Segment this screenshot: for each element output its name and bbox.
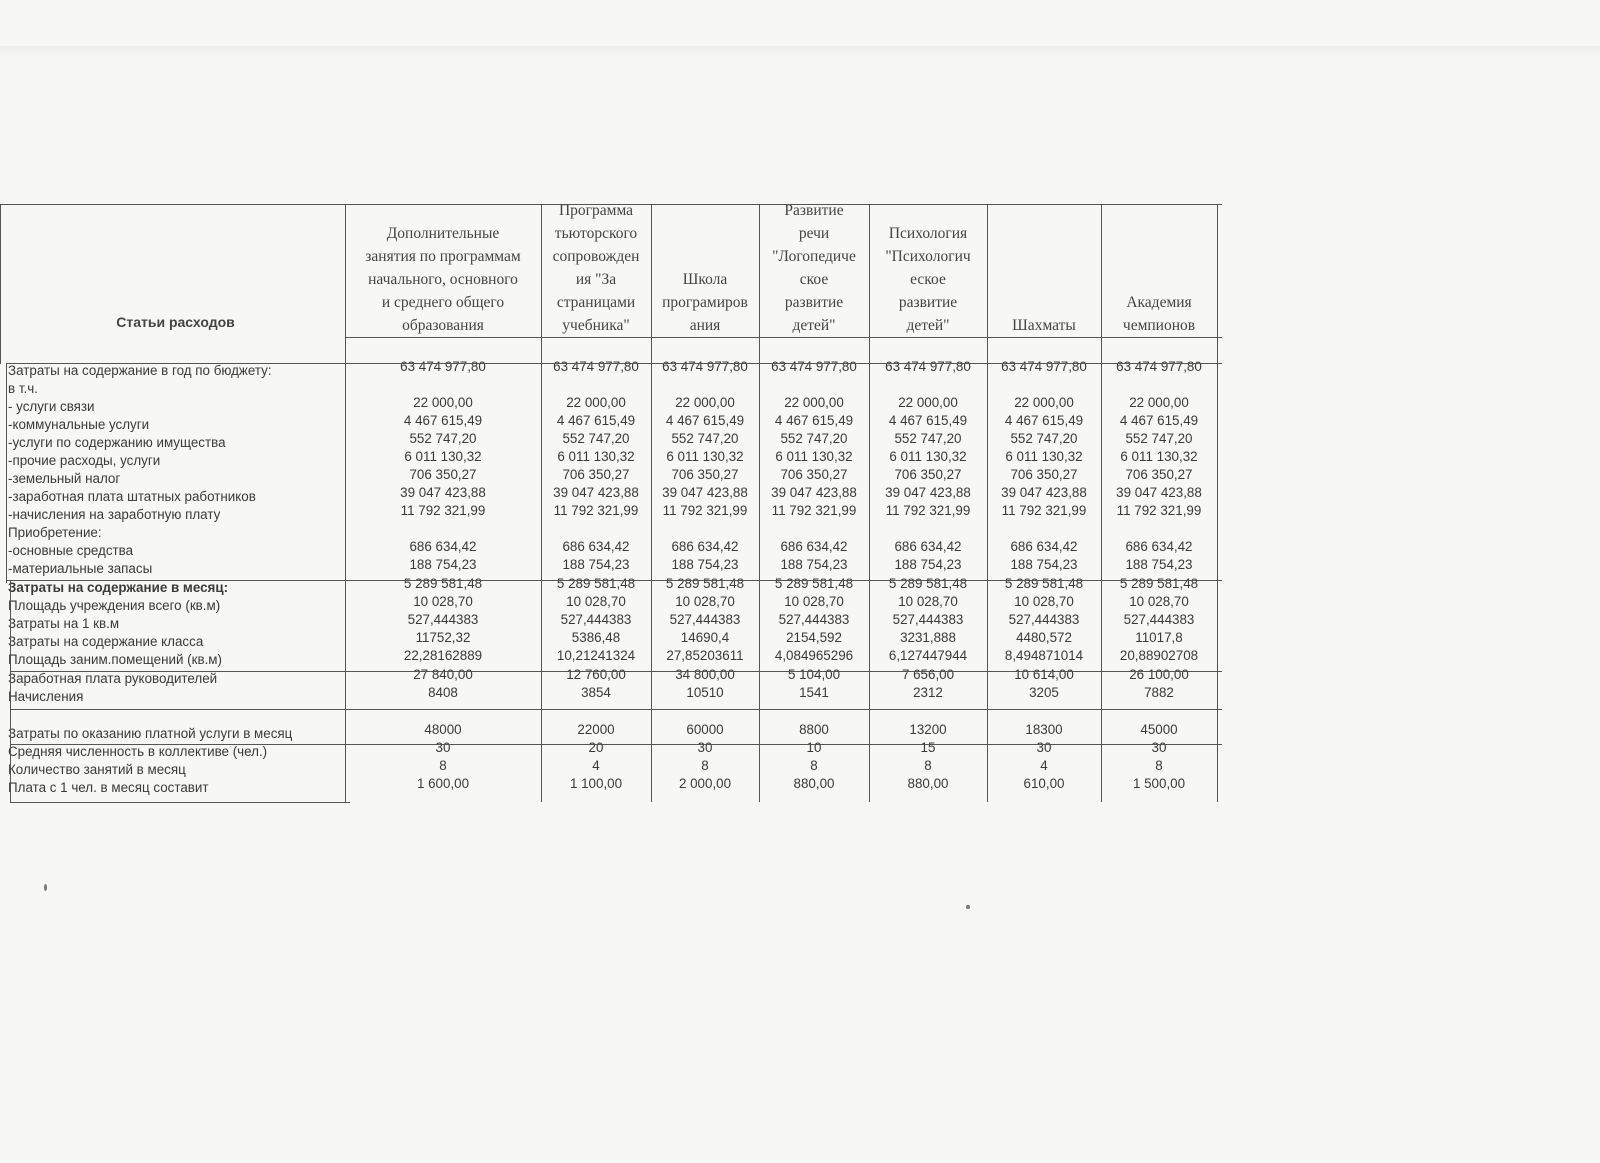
header-bottom-rule: [6, 363, 1222, 364]
header-line: учебника": [562, 317, 630, 334]
row-value: 6 011 130,32: [404, 449, 482, 464]
row-label: Затраты на 1 кв.м: [8, 616, 120, 631]
row-value: 63 474 977,80: [1001, 359, 1087, 374]
row-value: 22 000,00: [675, 395, 735, 410]
header-column-4: [759, 204, 869, 337]
header-line: еское: [910, 271, 946, 288]
row-value: 10,21241324: [556, 648, 636, 663]
row-value: 552 747,20: [1125, 431, 1193, 446]
row-value: 686 634,42: [1010, 539, 1078, 554]
row-value: 4 467 615,49: [665, 413, 745, 428]
block-rule: [10, 671, 1222, 672]
row-value: 706 350,27: [1125, 467, 1193, 482]
column-separator: [759, 204, 760, 802]
row-label: Средняя численность в коллективе (чел.): [8, 744, 268, 759]
row-value: 706 350,27: [894, 467, 962, 482]
row-value: 188 754,23: [409, 557, 477, 572]
row-value: 10 028,70: [413, 594, 473, 609]
row-label: -заработная плата штатных работников: [8, 489, 256, 504]
row-value: 3205: [1029, 685, 1059, 700]
row-value: 6 011 130,32: [889, 449, 967, 464]
row-value: 13200: [909, 722, 947, 737]
row-value: 20,88902708: [1119, 648, 1199, 663]
row-label: Площадь заним.помещений (кв.м): [8, 652, 222, 667]
row-value: 15: [920, 740, 936, 755]
row-value: 30: [1036, 740, 1052, 755]
row-value: 686 634,42: [671, 539, 739, 554]
row-value: 22 000,00: [566, 395, 626, 410]
row-value: 686 634,42: [562, 539, 630, 554]
header-line: развитие: [898, 294, 958, 311]
row-value: 11 792 321,99: [662, 503, 748, 518]
header-line: страницами: [556, 294, 636, 311]
row-value: 5 104,00: [787, 667, 841, 682]
row-value: 7 656,00: [901, 667, 955, 682]
row-value: 63 474 977,80: [662, 359, 748, 374]
row-value: 4480,572: [1016, 630, 1072, 645]
row-value: 8,494871014: [1004, 648, 1084, 663]
row-value: 527,444383: [778, 612, 850, 627]
row-value: 4 467 615,49: [556, 413, 636, 428]
header-line: ское: [799, 271, 829, 288]
row-value: 8: [924, 758, 932, 773]
row-value: 188 754,23: [1125, 557, 1193, 572]
row-value: 552 747,20: [562, 431, 630, 446]
row-value: 4,084965296: [774, 648, 854, 663]
row-value: 3854: [581, 685, 611, 700]
column-separator: [651, 204, 652, 802]
block-rule: [10, 709, 1222, 710]
block-rule: [6, 580, 1222, 581]
row-value: 10 028,70: [1129, 594, 1189, 609]
header-column-2: [541, 204, 651, 337]
row-value: 39 047 423,88: [662, 485, 748, 500]
row-value: 8: [439, 758, 447, 773]
row-value: 63 474 977,80: [400, 359, 486, 374]
column-separator: [1217, 204, 1218, 802]
row-value: 10 028,70: [898, 594, 958, 609]
row-value: 686 634,42: [894, 539, 962, 554]
row-value: 706 350,27: [409, 467, 477, 482]
row-label: Заработная плата руководителей: [8, 671, 218, 686]
row-value: 20: [588, 740, 604, 755]
row-value: 10 028,70: [675, 594, 735, 609]
row-value: 8: [1155, 758, 1163, 773]
row-value: 527,444383: [669, 612, 741, 627]
row-value: 686 634,42: [780, 539, 848, 554]
row-value: 10: [806, 740, 822, 755]
row-label: -услуги по содержанию имущества: [8, 435, 226, 450]
row-value: 1 100,00: [569, 776, 623, 791]
row-value: 8: [701, 758, 709, 773]
row-value: 188 754,23: [562, 557, 630, 572]
row-label: Площадь учреждения всего (кв.м): [8, 598, 221, 613]
row-value: 8: [810, 758, 818, 773]
row-value: 11 792 321,99: [553, 503, 639, 518]
header-line: и среднего общего: [381, 294, 505, 311]
row-value: 706 350,27: [780, 467, 848, 482]
row-value: 4: [1040, 758, 1048, 773]
row-value: 1 600,00: [416, 776, 470, 791]
expense-table: [0, 204, 1230, 826]
header-line: "Психологич: [885, 248, 971, 265]
row-label: -материальные запасы: [8, 561, 153, 576]
header-line: детей": [792, 317, 836, 334]
row-value: 5 289 581,48: [774, 576, 854, 591]
row-value: 39 047 423,88: [771, 485, 857, 500]
row-value: 527,444383: [1123, 612, 1195, 627]
row-value: 6 011 130,32: [1005, 449, 1083, 464]
header-line: начального, основного: [368, 271, 518, 288]
row-value: 22000: [577, 722, 615, 737]
row-value: 686 634,42: [409, 539, 477, 554]
header-line: ания: [689, 317, 721, 334]
row-label: Количество занятий в месяц: [8, 762, 186, 777]
row-value: 60000: [686, 722, 724, 737]
row-value: 686 634,42: [1125, 539, 1193, 554]
row-value: 527,444383: [560, 612, 632, 627]
row-label: -начисления на заработную плату: [8, 507, 221, 522]
header-line: образования: [402, 317, 484, 334]
row-value: 5 289 581,48: [888, 576, 968, 591]
row-value: 552 747,20: [1010, 431, 1078, 446]
header-line: Психология: [888, 225, 968, 242]
row-label: -коммунальные услуги: [8, 417, 150, 432]
row-value: 6 011 130,32: [775, 449, 853, 464]
row-value: 39 047 423,88: [1001, 485, 1087, 500]
header-line: Шахматы: [1012, 317, 1076, 334]
row-value: 30: [435, 740, 451, 755]
row-value: 1541: [799, 685, 829, 700]
scan-edge-band: [0, 46, 1600, 58]
row-value: 18300: [1025, 722, 1063, 737]
row-value: 10 028,70: [784, 594, 844, 609]
row-label: Затраты на содержание класса: [8, 634, 204, 649]
row-value: 4 467 615,49: [1119, 413, 1199, 428]
table-left-border: [0, 204, 1, 364]
row-value: 10 028,70: [1014, 594, 1074, 609]
scan-speck: [44, 884, 47, 891]
header-line: "Логопедиче: [772, 248, 856, 265]
header-line: речи: [798, 225, 830, 242]
row-value: 10 028,70: [566, 594, 626, 609]
row-value: 8408: [428, 685, 458, 700]
row-value: 527,444383: [892, 612, 964, 627]
row-value: 880,00: [907, 776, 949, 791]
table-top-border: [0, 204, 1222, 205]
row-value: 188 754,23: [671, 557, 739, 572]
row-value: 6 011 130,32: [666, 449, 744, 464]
header-line: сопровожден: [552, 248, 640, 265]
row-value: 4 467 615,49: [888, 413, 968, 428]
row-value: 5 289 581,48: [1004, 576, 1084, 591]
row-value: 552 747,20: [780, 431, 848, 446]
row-value: 527,444383: [1008, 612, 1080, 627]
block-rule: [10, 744, 1222, 745]
row-value: 1 500,00: [1132, 776, 1186, 791]
row-value: 22 000,00: [1129, 395, 1189, 410]
row-value: 27 840,00: [413, 667, 473, 682]
row-value: 6,127447944: [888, 648, 968, 663]
row-value: 11017,8: [1135, 630, 1183, 645]
header-line: ия "За: [575, 271, 617, 288]
row-value: 5 289 581,48: [556, 576, 636, 591]
row-value: 7882: [1144, 685, 1174, 700]
row-value: 63 474 977,80: [771, 359, 857, 374]
header-rule: [345, 337, 1222, 338]
row-value: 552 747,20: [894, 431, 962, 446]
header-line: развитие: [784, 294, 844, 311]
row-value: 45000: [1140, 722, 1178, 737]
row-value: 4 467 615,49: [774, 413, 854, 428]
header-line: детей": [906, 317, 950, 334]
row-value: 63 474 977,80: [1116, 359, 1202, 374]
header-line: Академия: [1126, 294, 1192, 311]
row-value: 22 000,00: [898, 395, 958, 410]
header-column-3: [651, 204, 759, 337]
row-value: 5 289 581,48: [1119, 576, 1199, 591]
row-value: 706 350,27: [562, 467, 630, 482]
row-label: -основные средства: [8, 543, 134, 558]
row-label: Затраты на содержание в год по бюджету:: [8, 363, 272, 378]
row-value: 8800: [799, 722, 829, 737]
row-value: 706 350,27: [671, 467, 739, 482]
row-value: 27,85203611: [666, 648, 744, 663]
row-value: 3231,888: [900, 630, 956, 645]
row-value: 39 047 423,88: [885, 485, 971, 500]
row-value: 10 614,00: [1014, 667, 1074, 682]
row-value: 12 760,00: [566, 667, 626, 682]
row-value: 880,00: [793, 776, 835, 791]
row-label: в т.ч.: [8, 381, 38, 396]
header-column-7: [1101, 204, 1217, 337]
row-label: - услуги связи: [8, 399, 95, 414]
row-label: -прочие расходы, услуги: [8, 453, 161, 468]
row-value: 6 011 130,32: [557, 449, 635, 464]
column-separator: [987, 204, 988, 802]
table-bottom-border: [10, 802, 350, 803]
header-column-5: [869, 204, 987, 337]
row-value: 10510: [686, 685, 724, 700]
column-separator: [541, 204, 542, 802]
column-separator: [869, 204, 870, 802]
row-value: 2154,592: [786, 630, 842, 645]
row-value: 22 000,00: [1014, 395, 1074, 410]
row-value: 552 747,20: [409, 431, 477, 446]
row-value: 610,00: [1023, 776, 1065, 791]
row-value: 4: [592, 758, 600, 773]
row-value: 30: [1151, 740, 1167, 755]
header-line: Программа: [558, 202, 634, 219]
row-value: 6 011 130,32: [1120, 449, 1198, 464]
row-value: 527,444383: [407, 612, 479, 627]
row-value: 5 289 581,48: [403, 576, 483, 591]
row-value: 188 754,23: [894, 557, 962, 572]
table-left-border: [10, 580, 11, 802]
row-value: 39 047 423,88: [553, 485, 639, 500]
header-column-6: [987, 204, 1101, 337]
header-line: Развитие: [784, 202, 844, 219]
row-value: 4 467 615,49: [1004, 413, 1084, 428]
header-line: програмиров: [662, 294, 748, 311]
row-label: Начисления: [8, 689, 84, 704]
row-value: 22 000,00: [784, 395, 844, 410]
row-value: 5 289 581,48: [665, 576, 745, 591]
row-value: 26 100,00: [1129, 667, 1189, 682]
row-value: 188 754,23: [1010, 557, 1078, 572]
scan-speck: [966, 905, 970, 909]
header-line: занятия по программам: [365, 248, 521, 265]
row-value: 2312: [913, 685, 943, 700]
row-value: 39 047 423,88: [1116, 485, 1202, 500]
header-column-1: [345, 204, 541, 337]
row-value: 188 754,23: [780, 557, 848, 572]
row-value: 34 800,00: [675, 667, 735, 682]
row-label: Плата с 1 чел. в месяц составит: [8, 780, 209, 795]
header-line: тьюторского: [554, 225, 638, 242]
row-label: Затраты на содержание в месяц:: [8, 580, 229, 595]
column-separator: [1101, 204, 1102, 802]
header-line: Дополнительные: [386, 225, 500, 242]
row-value: 706 350,27: [1010, 467, 1078, 482]
table-left-border: [6, 363, 7, 583]
row-value: 63 474 977,80: [885, 359, 971, 374]
row-value: 48000: [424, 722, 462, 737]
header-line: чемпионов: [1122, 317, 1196, 334]
row-value: 11752,32: [415, 630, 471, 645]
row-value: 11 792 321,99: [771, 503, 857, 518]
row-label: Приобретение:: [8, 525, 102, 540]
row-value: 2 000,00: [678, 776, 732, 791]
header-line: Школа: [682, 271, 728, 288]
row-value: 22,28162889: [403, 648, 483, 663]
row-value: 11 792 321,99: [885, 503, 971, 518]
row-value: 39 047 423,88: [400, 485, 486, 500]
row-label: Затраты по оказанию платной услуги в месяц: [8, 726, 293, 741]
column-separator: [345, 204, 346, 802]
row-value: 11 792 321,99: [1116, 503, 1202, 518]
row-value: 11 792 321,99: [1001, 503, 1087, 518]
row-value: 63 474 977,80: [553, 359, 639, 374]
row-value: 11 792 321,99: [400, 503, 486, 518]
row-value: 5386,48: [571, 630, 621, 645]
row-value: 4 467 615,49: [403, 413, 483, 428]
row-value: 552 747,20: [671, 431, 739, 446]
row-label: -земельный налог: [8, 471, 121, 486]
row-value: 30: [697, 740, 713, 755]
row-value: 22 000,00: [413, 395, 473, 410]
header-first-column: Статьи расходов: [116, 314, 235, 330]
row-value: 14690,4: [680, 630, 730, 645]
